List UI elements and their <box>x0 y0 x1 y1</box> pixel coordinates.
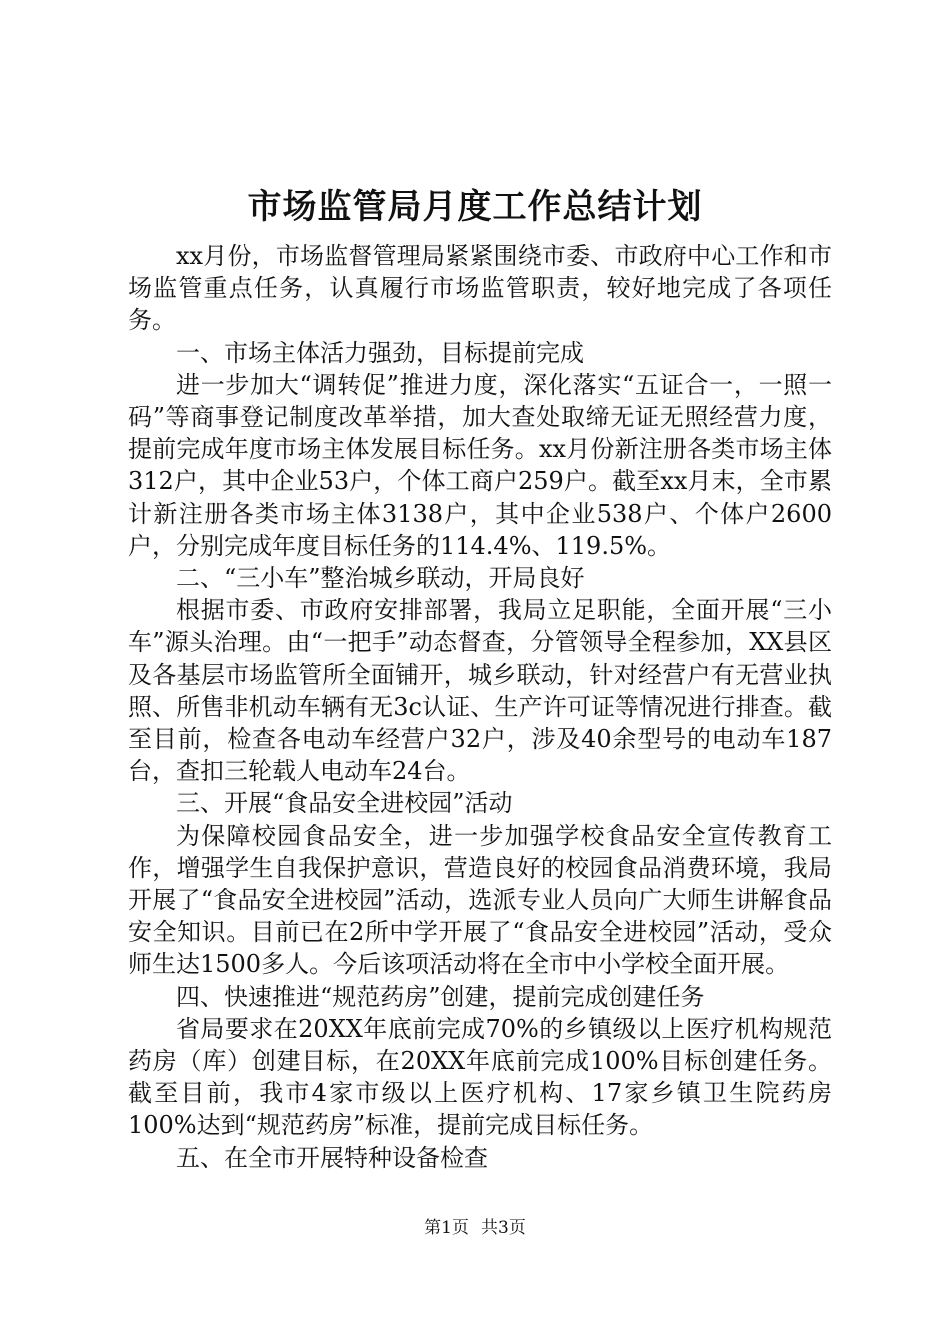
page-total: 共3页 <box>481 1218 526 1238</box>
section-paragraph-3: 为保障校园食品安全，进一步加强学校食品安全宣传教育工作，增强学生自我保护意识，营造良好的校园食品消费环境，我局开展了“食品安全进校园”活动，选派专业人员向广大师生讲解食品安全知识。目前已在2所中学开展了“食品安全进校园”活动，受众师生达1500多人。今后该项活动将在全市中小学校全面开展。 <box>128 821 832 979</box>
intro-paragraph: xx月份，市场监督管理局紧紧围绕市委、市政府中心工作和市场监管重点任务，认真履行市场监管职责，较好地完成了各项任务。 <box>128 242 832 335</box>
section-heading-5: 五、在全市开展特种设备检查 <box>176 1143 488 1172</box>
section-paragraph-4: 省局要求在20XX年底前完成70%的乡镇级以上医疗机构规范药房（库）创建目标，在20XX年底前完成100%目标创建任务。截至目前，我市4家市级以上医疗机构、17家乡镇卫生院药房100%达到“规范药房”标准，提前完成目标任务。 <box>128 1014 832 1140</box>
section-heading-2: 二、“三小车”整治城乡联动，开局良好 <box>176 564 585 593</box>
section-heading-4: 四、快速推进“规范药房”创建，提前完成创建任务 <box>176 982 705 1011</box>
section-heading-1: 一、市场主体活力强劲，目标提前完成 <box>176 338 584 367</box>
page-footer <box>0 1216 950 1240</box>
document-body <box>128 240 832 1174</box>
section-heading-3: 三、开展“食品安全进校园”活动 <box>176 789 513 818</box>
page-number: 第1页 <box>424 1218 469 1238</box>
section-paragraph-2: 根据市委、市政府安排部署，我局立足职能，全面开展“三小车”源头治理。由“一把手”动态督查，分管领导全程参加，XX县区及各基层市场监管所全面铺开，城乡联动，针对经营户有无营业执照、所售非机动车辆有无3c认证、生产许可证等情况进行排查。截至目前，检查各电动车经营户32户，涉及40余型号的电动车187台，查扣三轮载人电动车24台。 <box>128 596 832 786</box>
document-title: 市场监管局月度工作总结计划 <box>247 187 703 227</box>
section-paragraph-1: 进一步加大“调转促”推进力度，深化落实“五证合一，一照一码”等商事登记制度改革举措，加大查处取缔无证无照经营力度，提前完成年度市场主体发展目标任务。xx月份新注册各类市场主体312户，其中企业53户，个体工商户259户。截至xx月末，全市累计新注册各类市场主体3138户，其中企业538户、个体户2600户，分别完成年度目标任务的114.4%、119.5%。 <box>128 370 832 560</box>
